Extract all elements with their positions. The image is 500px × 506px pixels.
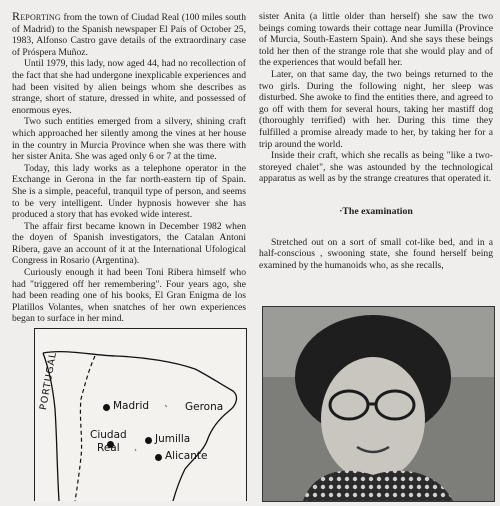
portrait-photo-image — [263, 307, 494, 501]
map-marker-alicante — [155, 454, 162, 461]
left-text-column — [12, 11, 246, 325]
section-subheading: ·The examination — [339, 205, 413, 217]
paragraph: Until 1979, this lady, now aged 44, had no recollection of the fact that she had undergone inexplicable experiences and had been visited by alien beings whom she describes as strange, short of stature, dressed in white, and possessed of enormous eyes. — [12, 58, 246, 116]
map-label-madrid: Madrid — [113, 400, 150, 412]
map-label-jumilla: Jumilla — [155, 433, 191, 445]
paragraph: Reporting from the town of Ciudad Real (100 miles south of Madrid) to the Spanish newspaper El País of October 25, 1983, Alfonso Castro gave details of the extraordinary case of Próspera Muñoz. — [12, 9, 246, 58]
paragraph: Inside their craft, which she recalls as being "like a two-storeyed chalet", she was astounded by the technological apparatus as well as by the strange creatures that operated it. — [259, 150, 493, 185]
map-label-ciudad: Ciudad — [90, 429, 127, 441]
paragraph: The affair first became known in December 1982 when the doyen of Spanish investigators, the Catalan Antoni Ribera, gave an account of it at the International Ufological Congress in Rosario (Argentina). — [12, 220, 246, 267]
paragraph: Later, on that same day, the two beings returned to the two girls. During the following night, her sleep was disturbed. She awoke to find the entities there, and agreed to go off with them for several hours, taking her mastiff dog (thoroughly terrified) with her. During this time they fulfilled a promise already made to her, by taking her for a trip around the world. — [259, 68, 493, 150]
portrait-photo — [262, 306, 495, 502]
spain-map-outline — [35, 329, 246, 501]
map-label-alicante: Alicante — [165, 450, 208, 462]
paragraph: sister Anita (a little older than herself) she saw the two beings coming towards their cottage near Jumilla (Province of Murcia, South-Eastern Spain). And she says these beings told her then of the strange role that she would play and of the experiences that would befall her. — [259, 11, 493, 69]
paragraph: Today, this lady works as a telephone operator in the Exchange in Gerona in the far north-eastern tip of Spain. She is a simple, peaceful, tranquil type of person, and seems to be very intelligent. Under hypnosis however she has produced a story that has evoked wide interest. — [12, 162, 246, 221]
right-text-column — [259, 11, 493, 271]
map-marker-jumilla — [145, 437, 152, 444]
paragraph: Stretched out on a sort of small cot-like bed, and in a half-conscious , swooning state, she found herself being examined by the humanoids who, as she recalls, — [259, 236, 493, 271]
map-label-portugal: PORTUGAL — [38, 350, 60, 411]
spain-map — [34, 328, 247, 501]
map-label-real: Real — [97, 442, 120, 454]
map-label-gerona: Gerona — [185, 401, 224, 413]
map-marker-madrid — [103, 404, 110, 411]
paragraph: Curiously enough it had been Toni Ribera himself who had "triggered off her remembering". Four years ago, she had been reading one of his books, El Gran Enigma de los Platillos Volantes, when snatches of her own experiences began to surface in her mind. — [12, 267, 246, 325]
lead-in-text: Reporting — [12, 9, 61, 23]
paragraph: Two such entities emerged from a silvery, shining craft which approached her silently among the vines at her house in the country in Murcia Province when she was there with her sister Anita. She was aged only 6 or 7 at the time. — [12, 116, 246, 163]
